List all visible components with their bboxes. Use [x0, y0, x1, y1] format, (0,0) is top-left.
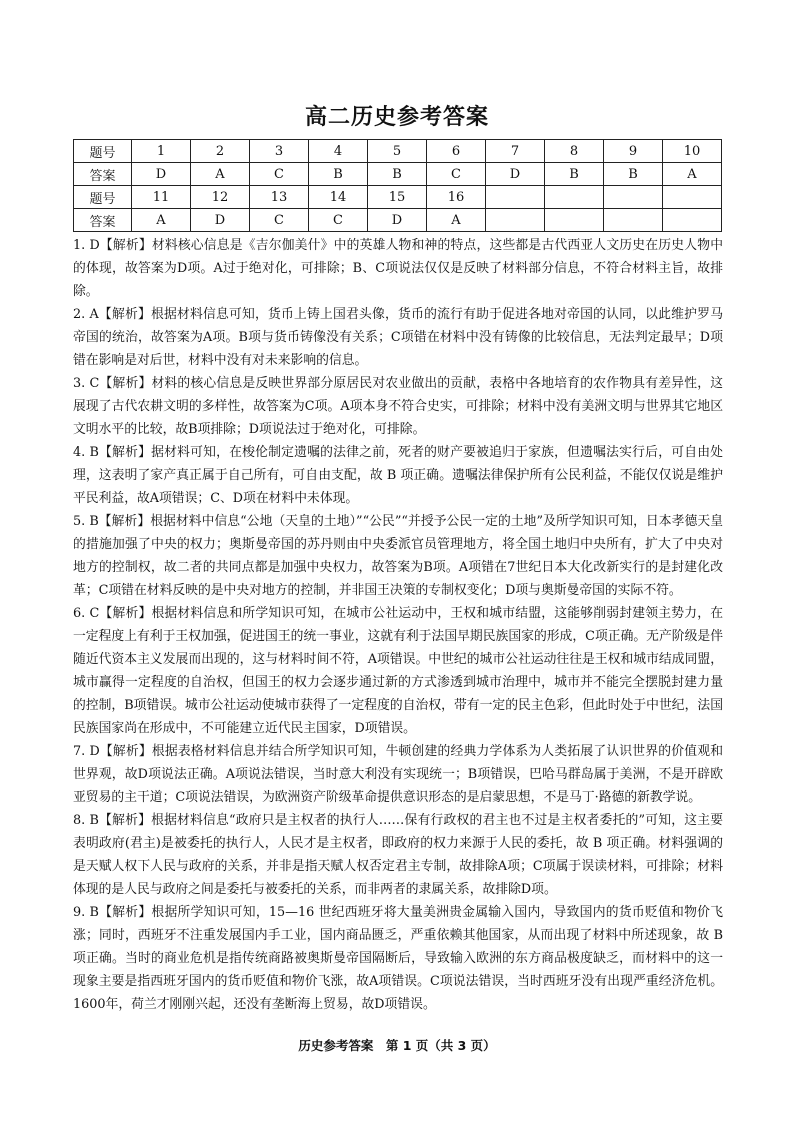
- table-cell: 9: [604, 140, 663, 163]
- answer-item: 4. B【解析】据材料可知，在梭伦制定遗嘱的法律之前，死者的财产要被追归于家族，但遗嘱法实行后，可自由处理，这表明了家产真正属于自己所有，可自由支配，故 B 项正确。遗嘱法律保护所有公民利益，不能仅仅说是维护平民利益，故A项错误；C、D项在材料中未体现。: [73, 445, 723, 506]
- table-cell: D: [486, 163, 545, 186]
- answer-item: 7. D【解析】根据表格材料信息并结合所学知识可知，牛顿创建的经典力学体系为人类拓展了认识世界的价值观和世界观，故D项说法正确。A项说法错误，当时意大利没有实现统一；B项错误，巴哈马群岛属于美洲，不是开辟欧亚贸易的主干道；C项说法错误，为欧洲资产阶级革命提供意识形态的是启蒙思想，不是马丁·路德的新教学说。: [73, 744, 723, 805]
- answer-item: 6. C【解析】根据材料信息和所学知识可知，在城市公社运动中，王权和城市结盟，这能够削弱封建领主势力，在一定程度上有利于王权加强，促进国王的统一事业，这就有利于法国早期民族国家的形成，C项正确。无产阶级是伴随近代资本主义发展而出现的，这与材料时间不符，A项错误。中世纪的城市公社运动往往是王权和城市结成同盟，城市赢得一定程度的自治权，但国王的权力会逐步通过新的方式渗透到城市治理中，城市并不能完全摆脱封建力量的控制，B项错误。城市公社运动使城市获得了一定程度的自治权，带有一定的民主色彩，但此时处于中世纪，法国民族国家尚在形成中，不可能建立近代民主国家，D项错误。: [73, 606, 723, 736]
- table-cell: D: [132, 163, 191, 186]
- table-cell: [604, 209, 663, 232]
- table-cell: [545, 186, 604, 209]
- table-cell: 15: [368, 186, 427, 209]
- table-cell: 14: [309, 186, 368, 209]
- answer-item: 5. B【解析】根据材料中信息“公地（天皇的土地）”“公民”“并授予公民一定的土地”及所学知识可知，日本孝德天皇的措施加强了中央的权力；奥斯曼帝国的苏丹则由中央委派官员管理地方，将全国土地归中央所有，扩大了中央对地方的控制权，故二者的共同点都是加强中央权力，故答案为B项。A项错在7世纪日本大化改新实行的是封建化改革；C项错在材料反映的是中央对地方的控制，并非国王决策的专制权变化；D项与奥斯曼帝国的实际不符。: [73, 514, 723, 598]
- table-row: [74, 209, 722, 232]
- table-cell: 3: [250, 140, 309, 163]
- table-cell: B: [604, 163, 663, 186]
- table-row-header: 答案: [74, 209, 132, 232]
- table-cell: B: [545, 163, 604, 186]
- table-row: [74, 186, 722, 209]
- table-row: [74, 140, 722, 163]
- answer-explanations: [73, 234, 723, 1016]
- table-cell: B: [309, 163, 368, 186]
- table-cell: 13: [250, 186, 309, 209]
- table-cell: 12: [191, 186, 250, 209]
- table-cell: [545, 209, 604, 232]
- page-title: 高二历史参考答案: [304, 105, 489, 130]
- answer-item: 3. C【解析】材料的核心信息是反映世界部分原居民对农业做出的贡献，表格中各地培育的农作物具有差异性，这展现了古代农耕文明的多样性，故答案为C项。A项本身不符合史实，可排除；材料中没有美洲文明与世界其它地区文明水平的比较，故B项排除；D项说法过于绝对化，可排除。: [73, 376, 723, 437]
- table-cell: D: [191, 209, 250, 232]
- table-cell: A: [132, 209, 191, 232]
- table-cell: 11: [132, 186, 191, 209]
- table-cell: C: [309, 209, 368, 232]
- table-cell: 8: [545, 140, 604, 163]
- table-cell: B: [368, 163, 427, 186]
- table-cell: C: [250, 163, 309, 186]
- table-row: [74, 163, 722, 186]
- table-row-header: 题号: [74, 140, 132, 163]
- table-cell: 5: [368, 140, 427, 163]
- table-cell: D: [368, 209, 427, 232]
- table-cell: [486, 186, 545, 209]
- answer-item: 8. B【解析】根据材料信息“政府只是主权者的执行人……保有行政权的君主也不过是主权者委托的”可知，这主要表明政府(君主)是被委托的执行人，人民才是主权者，即政府的权力来源于人民的委托，故 B 项正确。材料强调的是天赋人权下人民与政府的关系，并非是指天赋人权否定君主专制，故排除A项；C项属于误读材料，可排除；材料体现的是人民与政府之间是委托与被委托的关系，而非两者的隶属关系，故排除D项。: [73, 813, 723, 897]
- table-row-header: 题号: [74, 186, 132, 209]
- table-cell: 6: [427, 140, 486, 163]
- table-cell: [663, 209, 722, 232]
- table-cell: C: [427, 163, 486, 186]
- table-cell: C: [250, 209, 309, 232]
- table-cell: A: [663, 163, 722, 186]
- table-cell: 2: [191, 140, 250, 163]
- table-cell: A: [191, 163, 250, 186]
- table-cell: 4: [309, 140, 368, 163]
- table-cell: [486, 209, 545, 232]
- table-cell: 7: [486, 140, 545, 163]
- page-footer: 历史参考答案 第 1 页（共 3 页）: [298, 1038, 496, 1053]
- answer-item: 2. A【解析】根据材料信息可知，货币上铸上国君头像，货币的流行有助于促进各地对帝国的认同，以此维护罗马帝国的统治，故答案为A项。B项与货币铸像没有关系；C项错在材料中没有铸像的比较信息，无法判定最早；D项错在影响是对后世，材料中没有对未来影响的信息。: [73, 307, 723, 368]
- answer-item: 9. B【解析】根据所学知识可知，15—16 世纪西班牙将大量美洲贵金属输入国内，导致国内的货币贬值和物价飞涨；同时，西班牙不注重发展国内手工业，国内商品匮乏，严重依赖其他国家，从而出现了材料中所述现象，故 B 项正确。当时的商业危机是指传统商路被奥斯曼帝国隔断后，导致输入欧洲的东方商品极度缺乏，而材料中的这一现象主要是指西班牙国内的货币贬值和物价飞涨，故A项错误。C项说法错误，当时西班牙没有出现严重经济危机。1600年，荷兰才刚刚兴起，还没有垄断海上贸易，故D项错误。: [73, 905, 723, 1012]
- table-cell: 10: [663, 140, 722, 163]
- table-cell: [663, 186, 722, 209]
- table-cell: A: [427, 209, 486, 232]
- table-row-header: 答案: [74, 163, 132, 186]
- answer-table: [73, 139, 722, 232]
- answer-item: 1. D【解析】材料核心信息是《吉尔伽美什》中的英雄人物和神的特点，这些都是古代西亚人文历史在历史人物中的体现，故答案为D项。A过于绝对化，可排除；B、C项说法仅仅是反映了材料部分信息，不符合材料主旨，故排除。: [73, 238, 723, 299]
- table-cell: 1: [132, 140, 191, 163]
- table-cell: 16: [427, 186, 486, 209]
- table-cell: [604, 186, 663, 209]
